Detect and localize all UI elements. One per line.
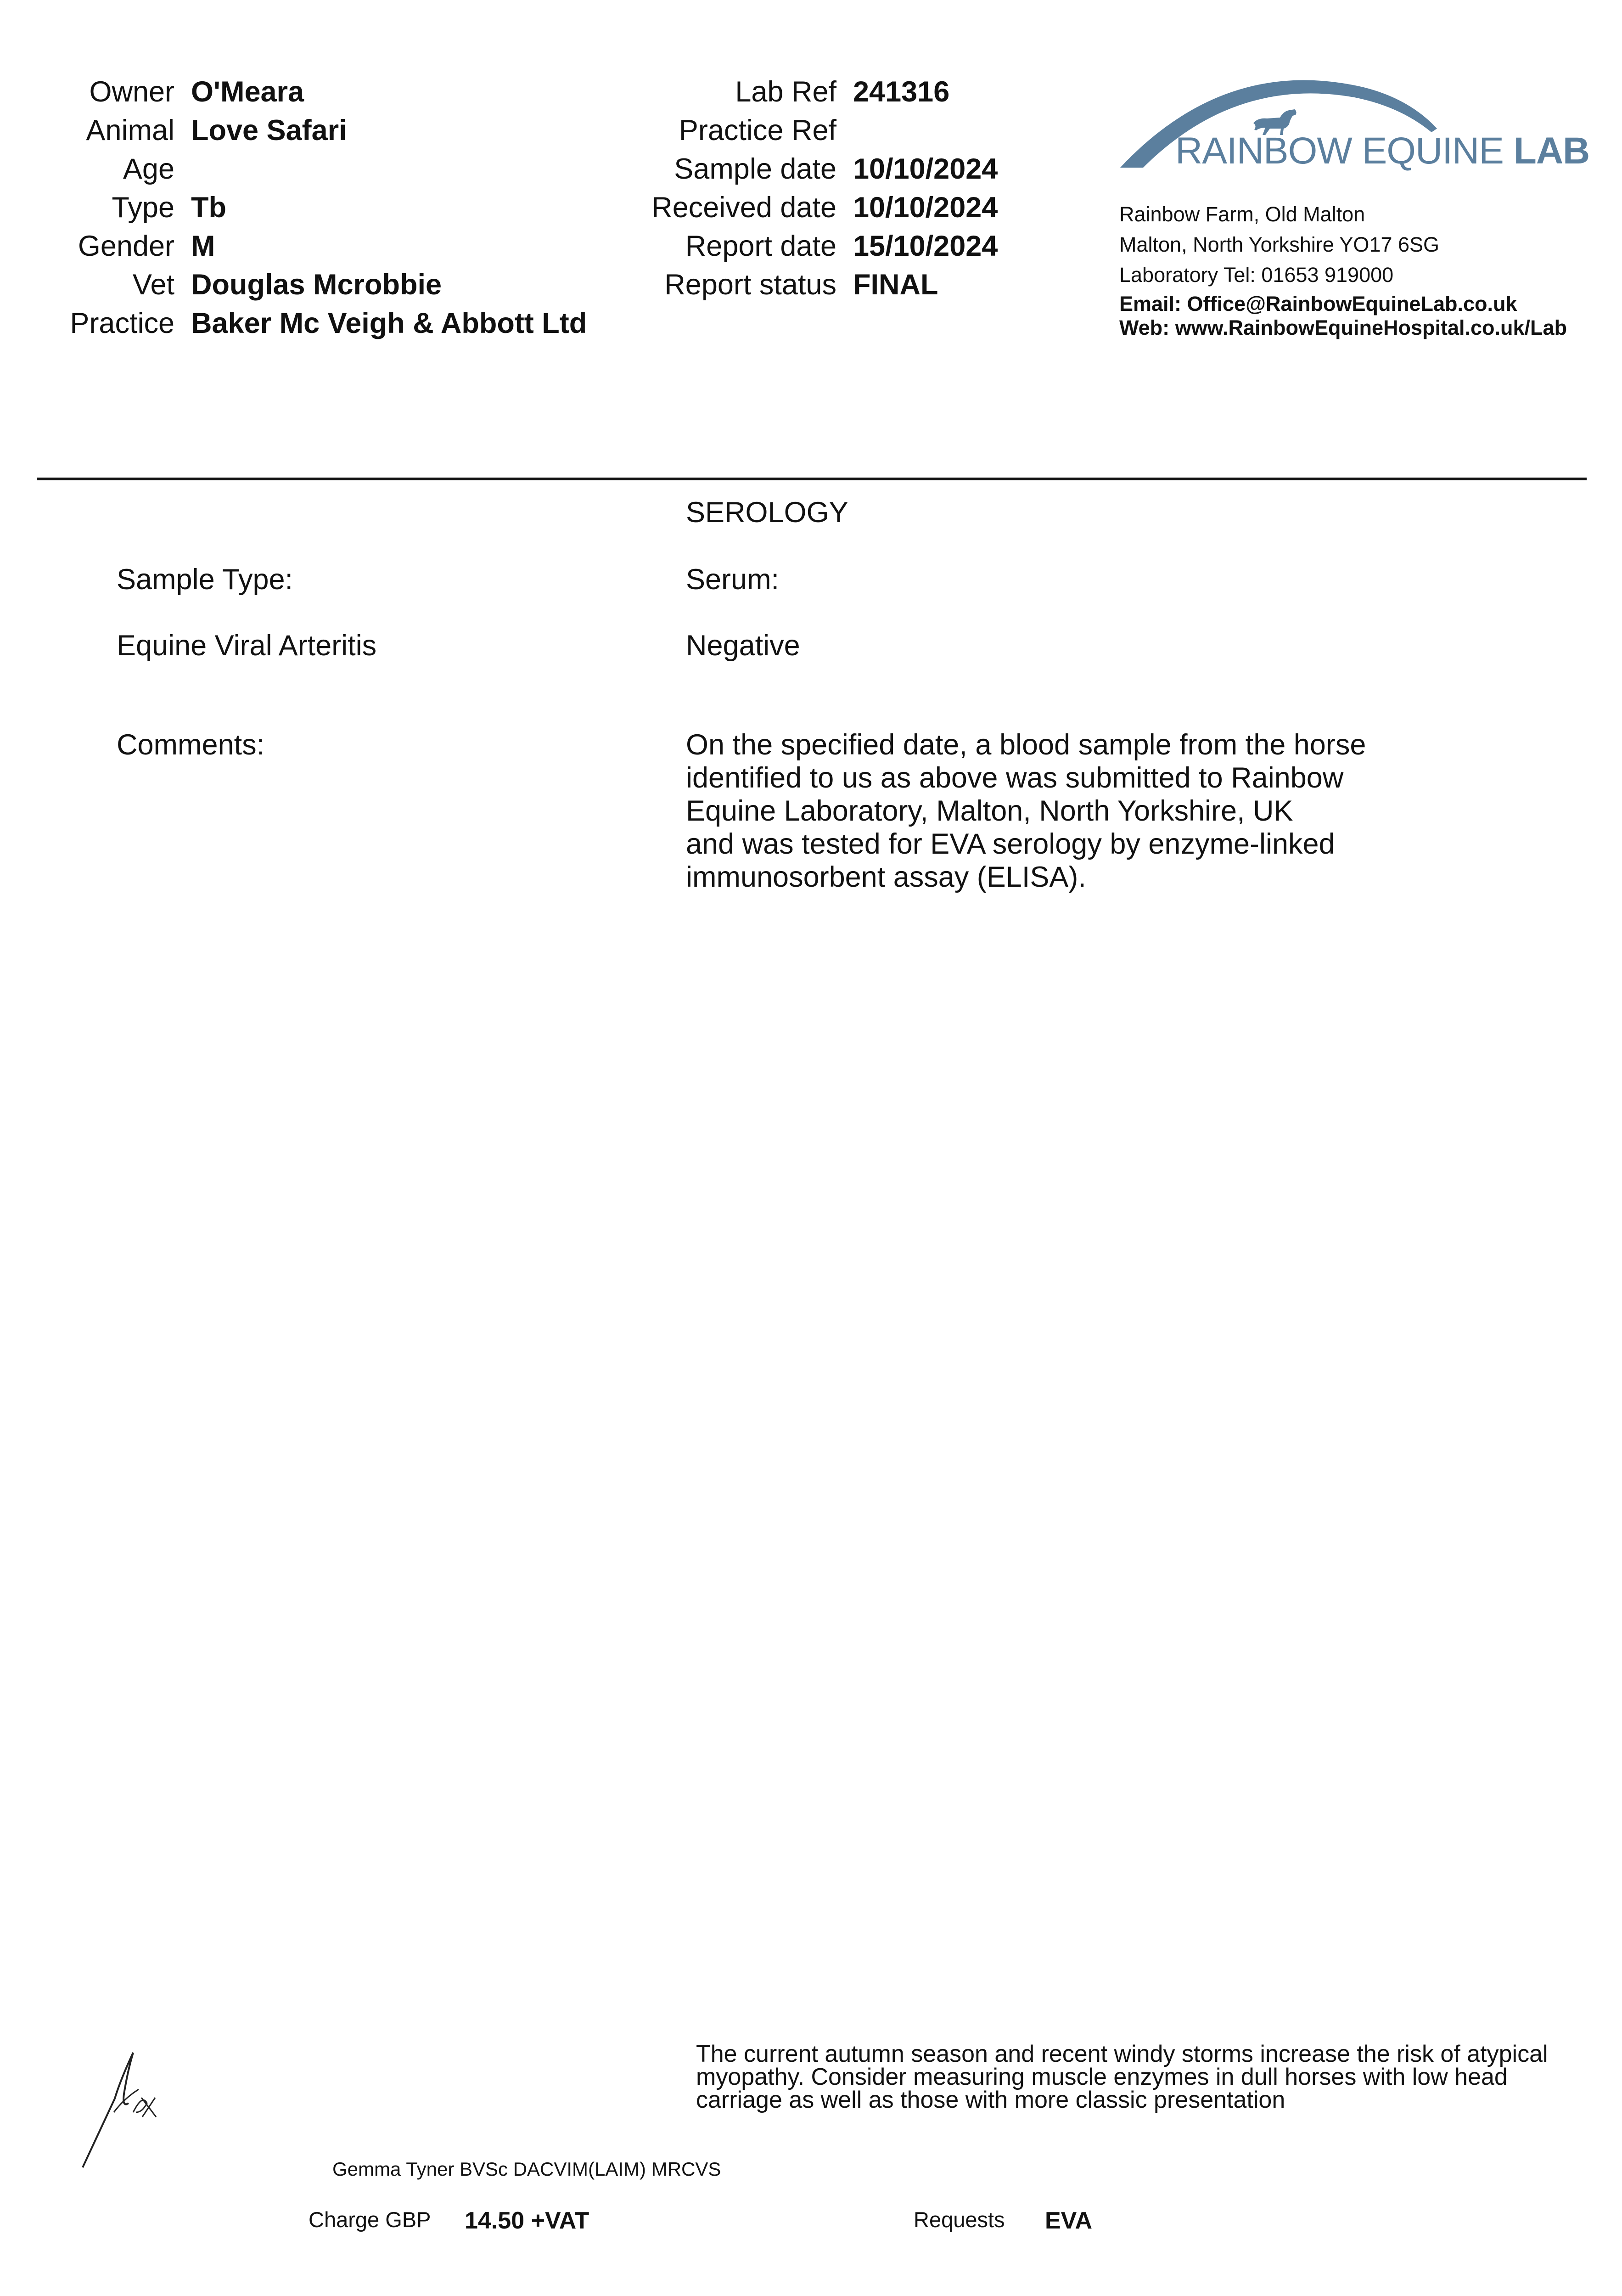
address-line-3: Laboratory Tel: 01653 919000 xyxy=(1119,263,1394,287)
report-date-value: 15/10/2024 xyxy=(853,230,998,262)
animal-label: Animal xyxy=(86,114,174,146)
report-date-label: Report date xyxy=(685,230,836,262)
test-name: Equine Viral Arteritis xyxy=(117,630,377,662)
comments-line: and was tested for EVA serology by enzyme-linked xyxy=(686,828,1335,860)
advisory-note xyxy=(696,2043,1596,2111)
sample-date-row xyxy=(642,150,998,188)
charge-label: Charge GBP xyxy=(309,2207,431,2232)
lab-ref-row xyxy=(642,73,949,111)
sample-type-label: Sample Type: xyxy=(117,563,293,596)
type-label: Type xyxy=(112,191,174,224)
vet-value: Douglas Mcrobbie xyxy=(191,269,442,301)
received-date-value: 10/10/2024 xyxy=(853,191,998,224)
report-status-row xyxy=(642,265,938,304)
advisory-line: The current autumn season and recent windy storms increase the risk of atypical xyxy=(696,2041,1548,2067)
advisory-line: myopathy. Consider measuring muscle enzymes in dull horses with low head xyxy=(696,2064,1508,2090)
animal-row xyxy=(37,111,347,150)
logo-text xyxy=(1175,129,1589,173)
comments-line: On the specified date, a blood sample from the horse xyxy=(686,729,1366,761)
sample-date-label: Sample date xyxy=(674,153,836,185)
comments-label: Comments: xyxy=(117,729,265,761)
lab-ref-label: Lab Ref xyxy=(735,76,836,108)
practice-label: Practice xyxy=(70,307,174,339)
practice-ref-label: Practice Ref xyxy=(679,114,836,146)
comments-text xyxy=(686,728,1512,894)
gender-row xyxy=(37,227,215,265)
practice-value: Baker Mc Veigh & Abbott Ltd xyxy=(191,307,587,339)
section-title: SEROLOGY xyxy=(686,496,848,529)
sample-date-value: 10/10/2024 xyxy=(853,153,998,185)
age-label: Age xyxy=(123,153,174,185)
vet-row xyxy=(37,265,442,304)
gender-value: M xyxy=(191,230,215,262)
owner-label: Owner xyxy=(89,76,174,108)
report-status-value: FINAL xyxy=(853,269,938,301)
lab-ref-value: 241316 xyxy=(853,76,950,108)
sample-type-value: Serum: xyxy=(686,563,780,596)
address-web: Web: www.RainbowEquineHospital.co.uk/Lab xyxy=(1119,316,1567,339)
address-line-1: Rainbow Farm, Old Malton xyxy=(1119,203,1365,226)
advisory-line: carriage as well as those with more classic presentation xyxy=(696,2087,1285,2113)
logo-brand: RAINBOW EQUINE xyxy=(1175,130,1504,172)
owner-row xyxy=(37,73,304,111)
address-line-2: Malton, North Yorkshire YO17 6SG xyxy=(1119,233,1440,256)
address-email: Email: Office@RainbowEquineLab.co.uk xyxy=(1119,292,1517,315)
requests-label: Requests xyxy=(914,2207,1005,2232)
comments-line: immunosorbent assay (ELISA). xyxy=(686,861,1086,893)
signatory-name: Gemma Tyner BVSc DACVIM(LAIM) MRCVS xyxy=(332,2158,721,2180)
received-date-label: Received date xyxy=(651,191,836,224)
report-status-label: Report status xyxy=(664,269,836,301)
animal-value: Love Safari xyxy=(191,114,347,146)
requests-value: EVA xyxy=(1045,2207,1093,2234)
charge-value: 14.50 +VAT xyxy=(465,2207,589,2234)
owner-value: O'Meara xyxy=(191,76,304,108)
type-row xyxy=(37,188,226,227)
practice-row xyxy=(37,304,587,343)
comments-line: identified to us as above was submitted to Rainbow xyxy=(686,762,1344,794)
signature-image xyxy=(78,2043,179,2181)
comments-line: Equine Laboratory, Malton, North Yorkshire, UK xyxy=(686,795,1293,827)
received-date-row xyxy=(642,188,998,227)
test-result: Negative xyxy=(686,630,800,662)
practice-ref-row xyxy=(642,111,853,150)
lab-logo xyxy=(1116,73,1590,179)
logo-brand-suffix: LAB xyxy=(1513,130,1590,172)
gender-label: Gender xyxy=(78,230,174,262)
type-value: Tb xyxy=(191,191,226,224)
report-date-row xyxy=(642,227,998,265)
vet-label: Vet xyxy=(132,269,174,301)
header-divider xyxy=(37,478,1587,480)
age-row xyxy=(37,150,191,188)
